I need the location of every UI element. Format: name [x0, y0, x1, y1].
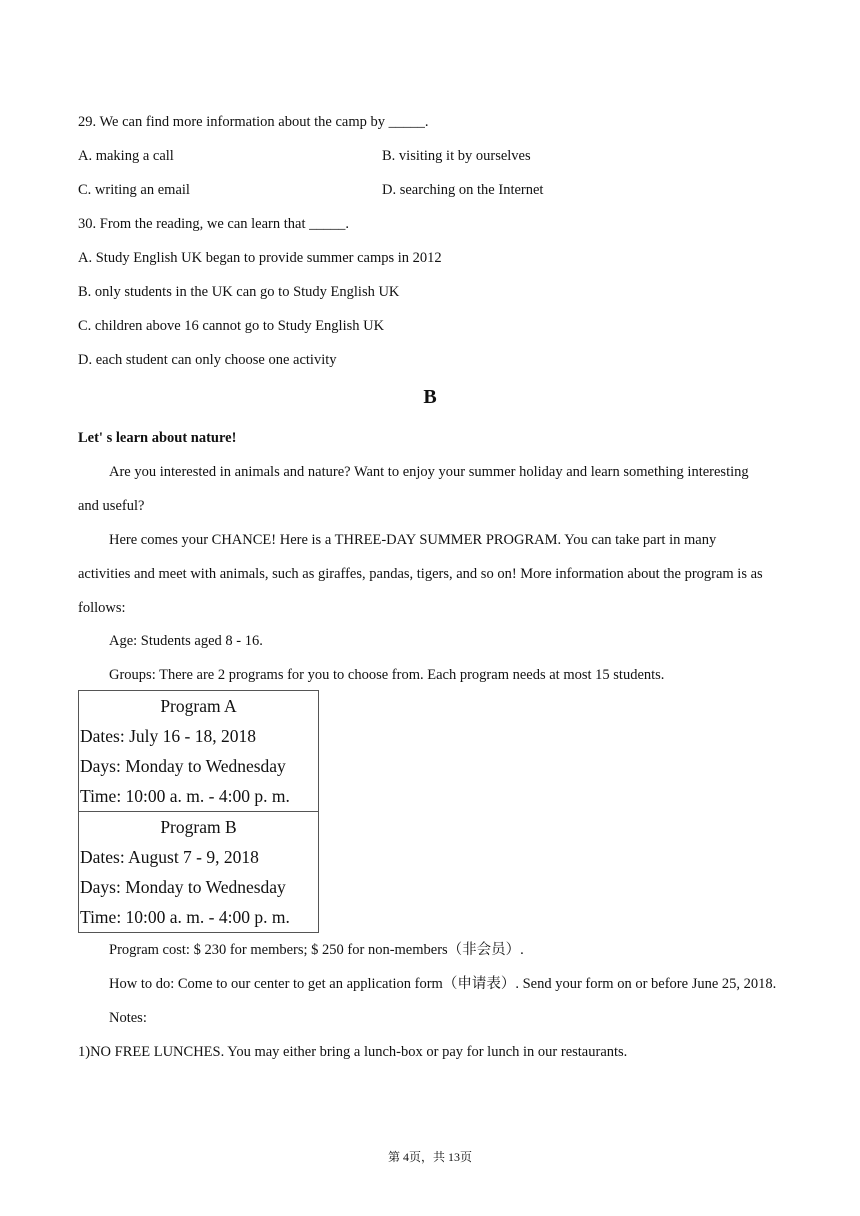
program-b-title: Program B [160, 817, 237, 837]
q29-option-d: D. searching on the Internet [382, 182, 544, 198]
program-a-days: Days: Monday to Wednesday [80, 756, 286, 776]
section-heading: B [423, 386, 437, 408]
notes-label: Notes: [109, 1010, 147, 1026]
note-1: 1)NO FREE LUNCHES. You may either bring a lunch-box or pay for lunch in our restaurants. [78, 1044, 628, 1060]
program-a-time: Time: 10:00 a. m. - 4:00 p. m. [80, 786, 290, 806]
program-a-dates: Dates: July 16 - 18, 2018 [80, 726, 256, 746]
q30-option-d: D. each student can only choose one activity [78, 352, 337, 368]
program-a-cell [79, 691, 319, 812]
program-b-days: Days: Monday to Wednesday [80, 877, 286, 897]
q29-option-c: C. writing an email [78, 182, 190, 198]
program-b-time: Time: 10:00 a. m. - 4:00 p. m. [80, 907, 290, 927]
how-to-info: How to do: Come to our center to get an application form（申请表）. Send your form on or before June 25, 2018. [109, 976, 777, 992]
passage-paragraph-2-line-3: follows: [78, 600, 126, 616]
program-a-title: Program A [160, 696, 237, 716]
q30-option-a: A. Study English UK began to provide summer camps in 2012 [78, 250, 442, 266]
passage-paragraph-2-line-2: activities and meet with animals, such as giraffes, pandas, tigers, and so on! More information about the program is as [78, 566, 763, 582]
passage-paragraph-2-line-1: Here comes your CHANCE! Here is a THREE-DAY SUMMER PROGRAM. You can take part in many [109, 532, 717, 548]
q29-option-b: B. visiting it by ourselves [382, 148, 531, 164]
passage-paragraph-1-line-2: and useful? [78, 498, 145, 514]
q30-option-c: C. children above 16 cannot go to Study English UK [78, 318, 385, 334]
passage-title: Let' s learn about nature! [78, 430, 237, 446]
page-footer: 第 4页，共 13页 [387, 1150, 472, 1164]
passage-paragraph-1-line-1: Are you interested in animals and nature? Want to enjoy your summer holiday and learn something interesting [109, 464, 749, 480]
program-table [78, 690, 319, 933]
question-29-stem: 29. We can find more information about the camp by _____. [78, 114, 429, 130]
question-30-stem: 30. From the reading, we can learn that _____. [78, 216, 349, 232]
q29-option-a: A. making a call [78, 148, 174, 164]
program-b-cell [79, 812, 319, 933]
age-info: Age: Students aged 8 - 16. [109, 633, 263, 649]
q30-option-b: B. only students in the UK can go to Study English UK [78, 284, 400, 300]
groups-info: Groups: There are 2 programs for you to choose from. Each program needs at most 15 students. [109, 667, 665, 683]
program-b-dates: Dates: August 7 - 9, 2018 [80, 847, 259, 867]
cost-info: Program cost: $ 230 for members; $ 250 for non-members（非会员）. [109, 942, 524, 958]
